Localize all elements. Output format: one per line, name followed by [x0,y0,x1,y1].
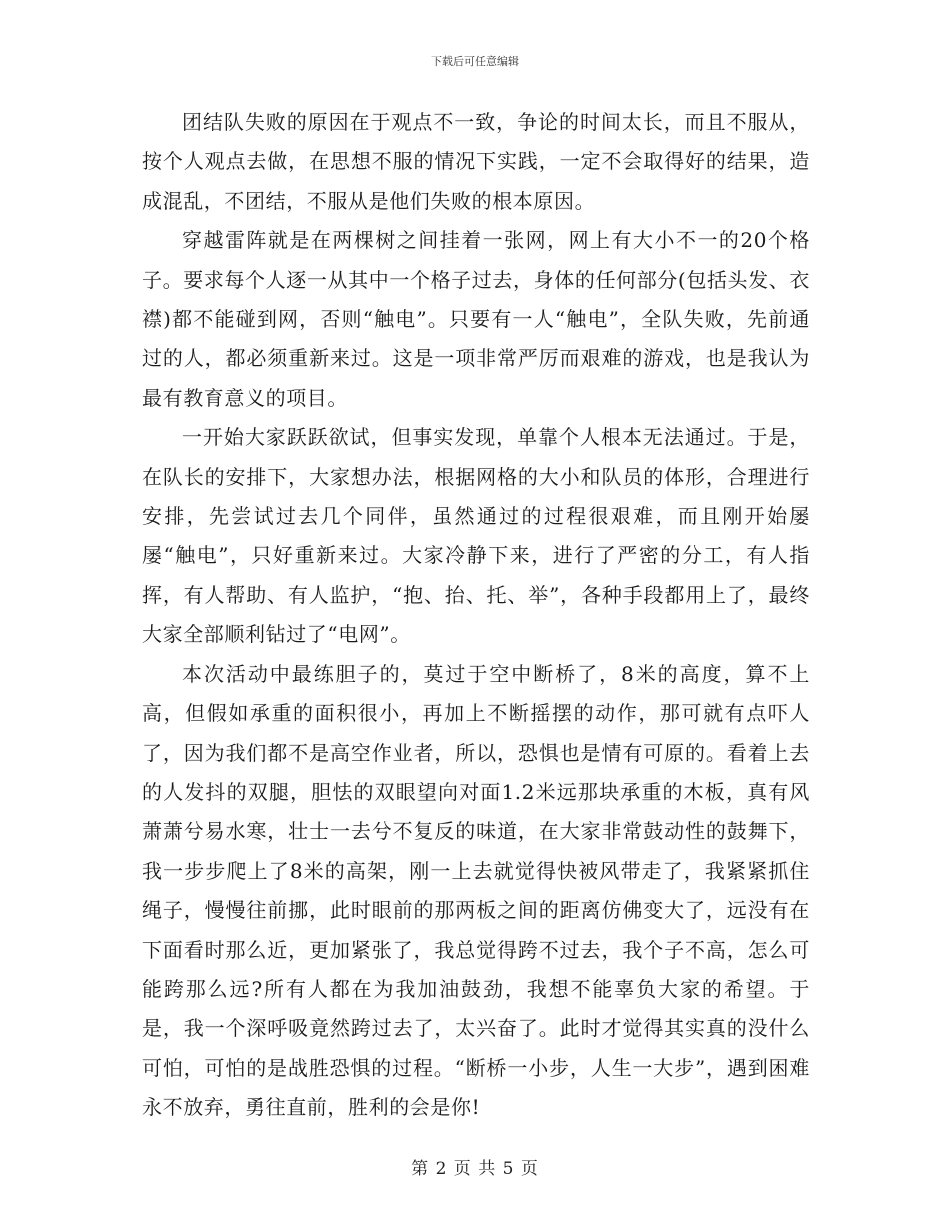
paragraph-broken-bridge: 本次活动中最练胆子的，莫过于空中断桥了，8米的高度，算不上高，但假如承重的面积很小，再加上不断摇摆的动作，那可就有点吓人了，因为我们都不是高空作业者，所以，恐惧也是情有可原的。看着上去的人发抖的双腿，胆怯的双眼望向对面1.2米远那块承重的木板，真有风萧萧兮易水寒，壮士一去兮不复反的味道，在大家非常鼓动性的鼓舞下，我一步步爬上了8米的高架，刚一上去就觉得快被风带走了，我紧紧抓住绳子，慢慢往前挪，此时眼前的那两板之间的距离仿佛变大了，远没有在下面看时那么近，更加紧张了，我总觉得跨不过去，我个子不高，怎么可能跨那么远?所有人都在为我加油鼓劲，我想不能辜负大家的希望。于是，我一个深呼吸竟然跨过去了，太兴奋了。此时才觉得其实真的没什么可怕，可怕的是战胜恐惧的过程。“断桥一小步，人生一大步”，遇到困难永不放弃，勇往直前，胜利的会是你! [142,661,810,1120]
paragraph-minefield-process: 一开始大家跃跃欲试，但事实发现，单靠个人根本无法通过。于是，在队长的安排下，大家想办法，根据网格的大小和队员的体形，合理进行安排，先尝试过去几个同伴，虽然通过的过程很艰难，而且刚开始屡屡“触电”，只好重新来过。大家冷静下来，进行了严密的分工，有人指挥，有人帮助、有人监护，“抱、抬、托、举”，各种手段都用上了，最终大家全部顺利钻过了“电网”。 [142,425,810,647]
document-body [142,103,810,1128]
page-number: 第 2 页 共 5 页 [411,1159,539,1179]
page-header-note: 下载后可任意编辑 [431,55,519,68]
paragraph-minefield-intro: 穿越雷阵就是在两棵树之间挂着一张网，网上有大小不一的20个格子。要求每个人逐一从其中一个格子过去，身体的任何部分(包括头发、衣襟)都不能碰到网，否则“触电”。只要有一人“触电”，全队失败，先前通过的人，都必须重新来过。这是一项非常严厉而艰难的游戏，也是我认为最有教育意义的项目。 [142,228,810,410]
paragraph-team-failure: 团结队失败的原因在于观点不一致，争论的时间太长，而且不服从，按个人观点去做，在思想不服的情况下实践，一定不会取得好的结果，造成混乱，不团结，不服从是他们失败的根本原因。 [142,110,810,213]
